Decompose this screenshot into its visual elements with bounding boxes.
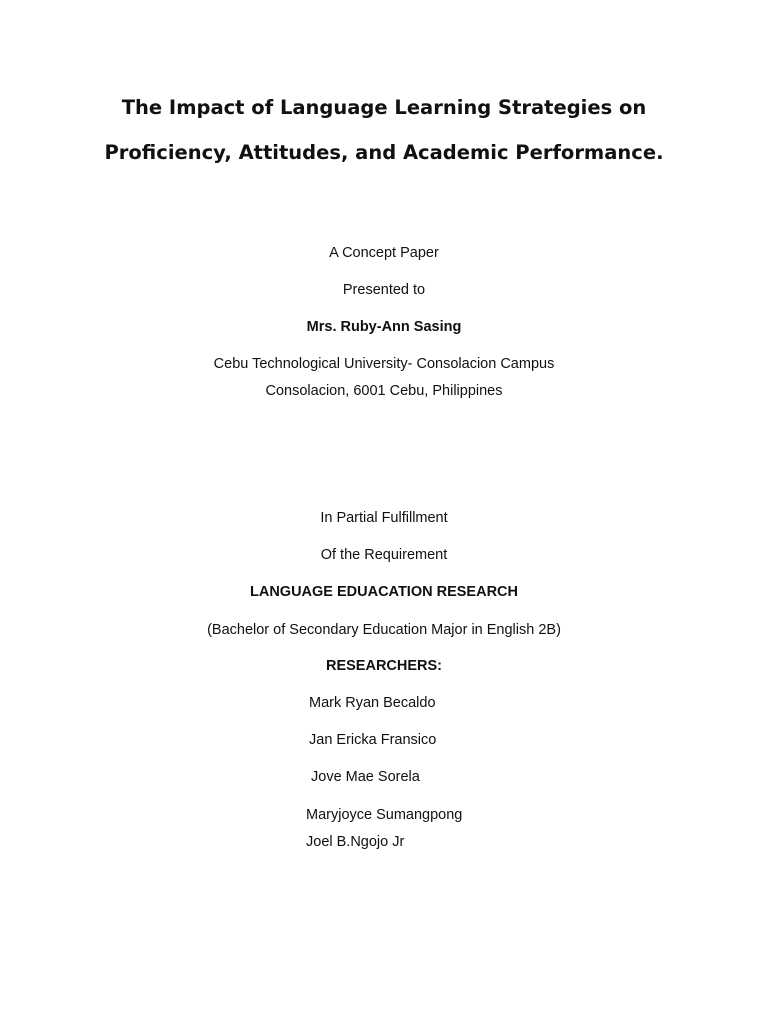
researcher-name: Jan Ericka Fransico [309,732,437,748]
researchers-heading: RESEARCHERS: [325,658,442,674]
paper-type: A Concept Paper [329,245,439,261]
title-line-1: The Impact of Language Learning Strategies on [121,96,647,119]
researcher-name: Jove Mae Sorela [311,769,420,785]
instructor-name: Mrs. Ruby-Ann Sasing [306,319,462,335]
title-line-2: Proficiency, Attitudes, and Academic Performance. [104,141,664,164]
fulfillment-line-1: In Partial Fulfillment [320,510,448,526]
researcher-name: Maryjoyce Sumangpong [306,807,463,823]
course-title: LANGUAGE EDUACATION RESEARCH [250,584,518,600]
university-name: Cebu Technological University- Consolacion Campus [213,356,555,372]
university-address: Consolacion, 6001 Cebu, Philippines [265,383,503,399]
fulfillment-line-2: Of the Requirement [320,547,448,563]
researcher-name: Joel B.Ngojo Jr [306,834,405,850]
researcher-name: Mark Ryan Becaldo [309,695,436,711]
program-name: (Bachelor of Secondary Education Major in English 2B) [207,622,561,638]
presented-to: Presented to [342,282,426,298]
